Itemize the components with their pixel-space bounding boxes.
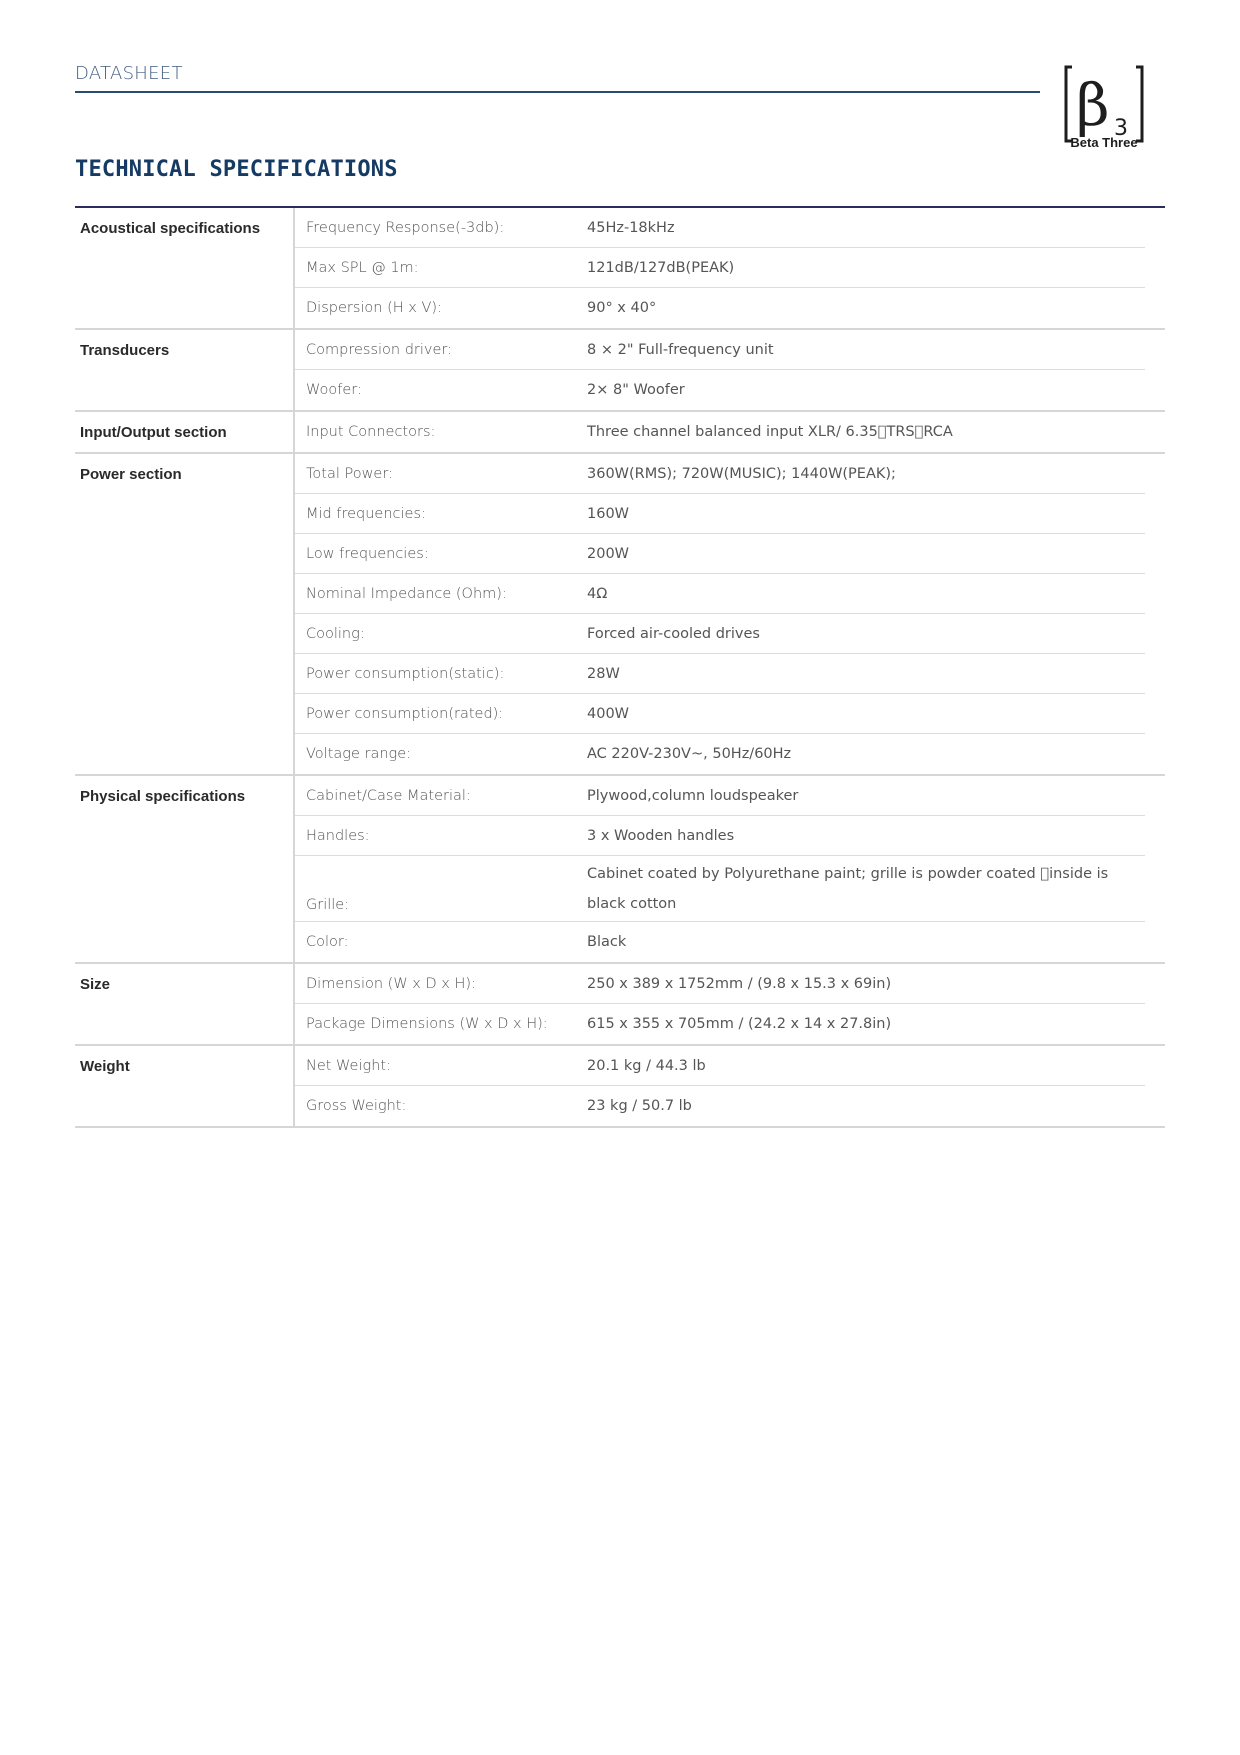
spec-parameter: Gross Weight:: [306, 1098, 407, 1114]
spec-row: [295, 534, 1145, 574]
section-rows: [295, 1046, 1165, 1126]
spec-parameter: Mid frequencies:: [306, 505, 426, 522]
section-rows: [295, 454, 1165, 774]
spec-value: 250 x 389 x 1752mm / (9.8 x 15.3 x 69in): [587, 975, 892, 992]
spec-section: [75, 208, 1165, 330]
spec-value: Cabinet coated by Polyurethane paint; grille is powder coated  inside is black cotton: [587, 865, 1109, 912]
spec-row: [295, 776, 1145, 816]
spec-row: [295, 922, 1145, 962]
spec-parameter: Grille:: [306, 897, 350, 913]
header-rule: [75, 91, 1040, 93]
spec-value: 90° x 40°: [587, 300, 657, 316]
spec-row: [295, 816, 1145, 856]
spec-value: Black: [587, 934, 627, 950]
section-rows: [295, 776, 1165, 962]
spec-row: [295, 964, 1145, 1004]
spec-row: [295, 330, 1145, 370]
spec-section: [75, 964, 1165, 1046]
spec-parameter: Color:: [306, 934, 349, 950]
spec-value: 615 x 355 x 705mm / (24.2 x 14 x 27.8in): [587, 1016, 892, 1032]
spec-value: Three channel balanced input XLR/ 6.35 TRS RCA: [587, 424, 953, 440]
spec-row: [295, 248, 1145, 288]
logo-beta-symbol: β: [1076, 71, 1110, 139]
section-rows: [295, 330, 1165, 410]
section-rows: [295, 412, 1165, 452]
spec-parameter: Input Connectors:: [306, 424, 436, 440]
spec-row: [295, 694, 1145, 734]
spec-section: [75, 1046, 1165, 1128]
spec-row: [295, 494, 1145, 534]
section-rows: [295, 964, 1165, 1044]
spec-parameter: Power consumption(rated):: [306, 705, 504, 722]
spec-section: [75, 776, 1165, 964]
spec-row: [295, 454, 1145, 494]
spec-parameter: Voltage range:: [306, 746, 412, 762]
section-label: Physical specifications: [75, 776, 295, 962]
section-rows: [295, 208, 1165, 328]
spec-value: 28W: [587, 665, 620, 682]
spec-row: [295, 1004, 1145, 1044]
spec-value: 4Ω: [587, 585, 608, 602]
section-label: Input/Output section: [75, 412, 295, 452]
spec-section: [75, 454, 1165, 776]
spec-value: 45Hz-18kHz: [587, 219, 675, 236]
spec-parameter: Package Dimensions (W x D x H):: [306, 1016, 548, 1032]
spec-value: Forced air-cooled drives: [587, 625, 760, 642]
spec-value: 3 x Wooden handles: [587, 827, 735, 844]
spec-parameter: Compression driver:: [306, 341, 452, 358]
logo-subscript: 3: [1114, 116, 1128, 141]
spec-value: 2× 8" Woofer: [587, 382, 685, 398]
spec-row: [295, 1046, 1145, 1086]
spec-parameter: Frequency Response(-3db):: [306, 219, 505, 236]
spec-value: 20.1 kg / 44.3 lb: [587, 1057, 706, 1074]
section-label: Transducers: [75, 330, 295, 410]
spec-row: [295, 654, 1145, 694]
header-label: DATASHEET: [75, 63, 183, 84]
spec-row: [295, 208, 1145, 248]
spec-parameter: Low frequencies:: [306, 545, 429, 562]
spec-section: [75, 412, 1165, 454]
spec-row: [295, 288, 1145, 328]
spec-value: Plywood,column loudspeaker: [587, 787, 799, 804]
section-label: Size: [75, 964, 295, 1044]
spec-parameter: Power consumption(static):: [306, 665, 505, 682]
spec-value: 8 × 2" Full-frequency unit: [587, 341, 774, 358]
page-title: TECHNICAL SPECIFICATIONS: [75, 157, 398, 182]
spec-parameter: Dispersion (H x V):: [306, 300, 442, 316]
spec-table: [75, 208, 1165, 1128]
logo-caption: Beta Three: [1070, 135, 1138, 150]
spec-row: [295, 1086, 1145, 1126]
spec-parameter: Max SPL @ 1m:: [306, 259, 419, 276]
spec-value: 400W: [587, 705, 630, 722]
spec-parameter: Woofer:: [306, 382, 362, 398]
spec-parameter: Cooling:: [306, 625, 365, 642]
spec-row: [295, 574, 1145, 614]
spec-value: 121dB/127dB(PEAK): [587, 259, 735, 276]
spec-row: [295, 370, 1145, 410]
spec-section: [75, 330, 1165, 412]
spec-parameter: Nominal Impedance (Ohm):: [306, 585, 507, 602]
section-label: Weight: [75, 1046, 295, 1126]
spec-value: AC 220V-230V~, 50Hz/60Hz: [587, 746, 792, 762]
spec-row: [295, 412, 1145, 452]
spec-row: [295, 856, 1145, 922]
spec-row: [295, 734, 1145, 774]
spec-parameter: Dimension (W x D x H):: [306, 975, 476, 992]
spec-value: 23 kg / 50.7 lb: [587, 1098, 692, 1114]
spec-parameter: Net Weight:: [306, 1057, 391, 1074]
spec-row: [295, 614, 1145, 654]
spec-parameter: Cabinet/Case Material:: [306, 787, 471, 804]
spec-parameter: Handles:: [306, 827, 370, 844]
spec-value: 200W: [587, 545, 630, 562]
section-label: Acoustical specifications: [75, 208, 295, 328]
spec-value: 160W: [587, 505, 630, 522]
spec-value: 360W(RMS); 720W(MUSIC); 1440W(PEAK);: [587, 465, 896, 482]
section-label: Power section: [75, 454, 295, 774]
spec-parameter: Total Power:: [306, 465, 393, 482]
